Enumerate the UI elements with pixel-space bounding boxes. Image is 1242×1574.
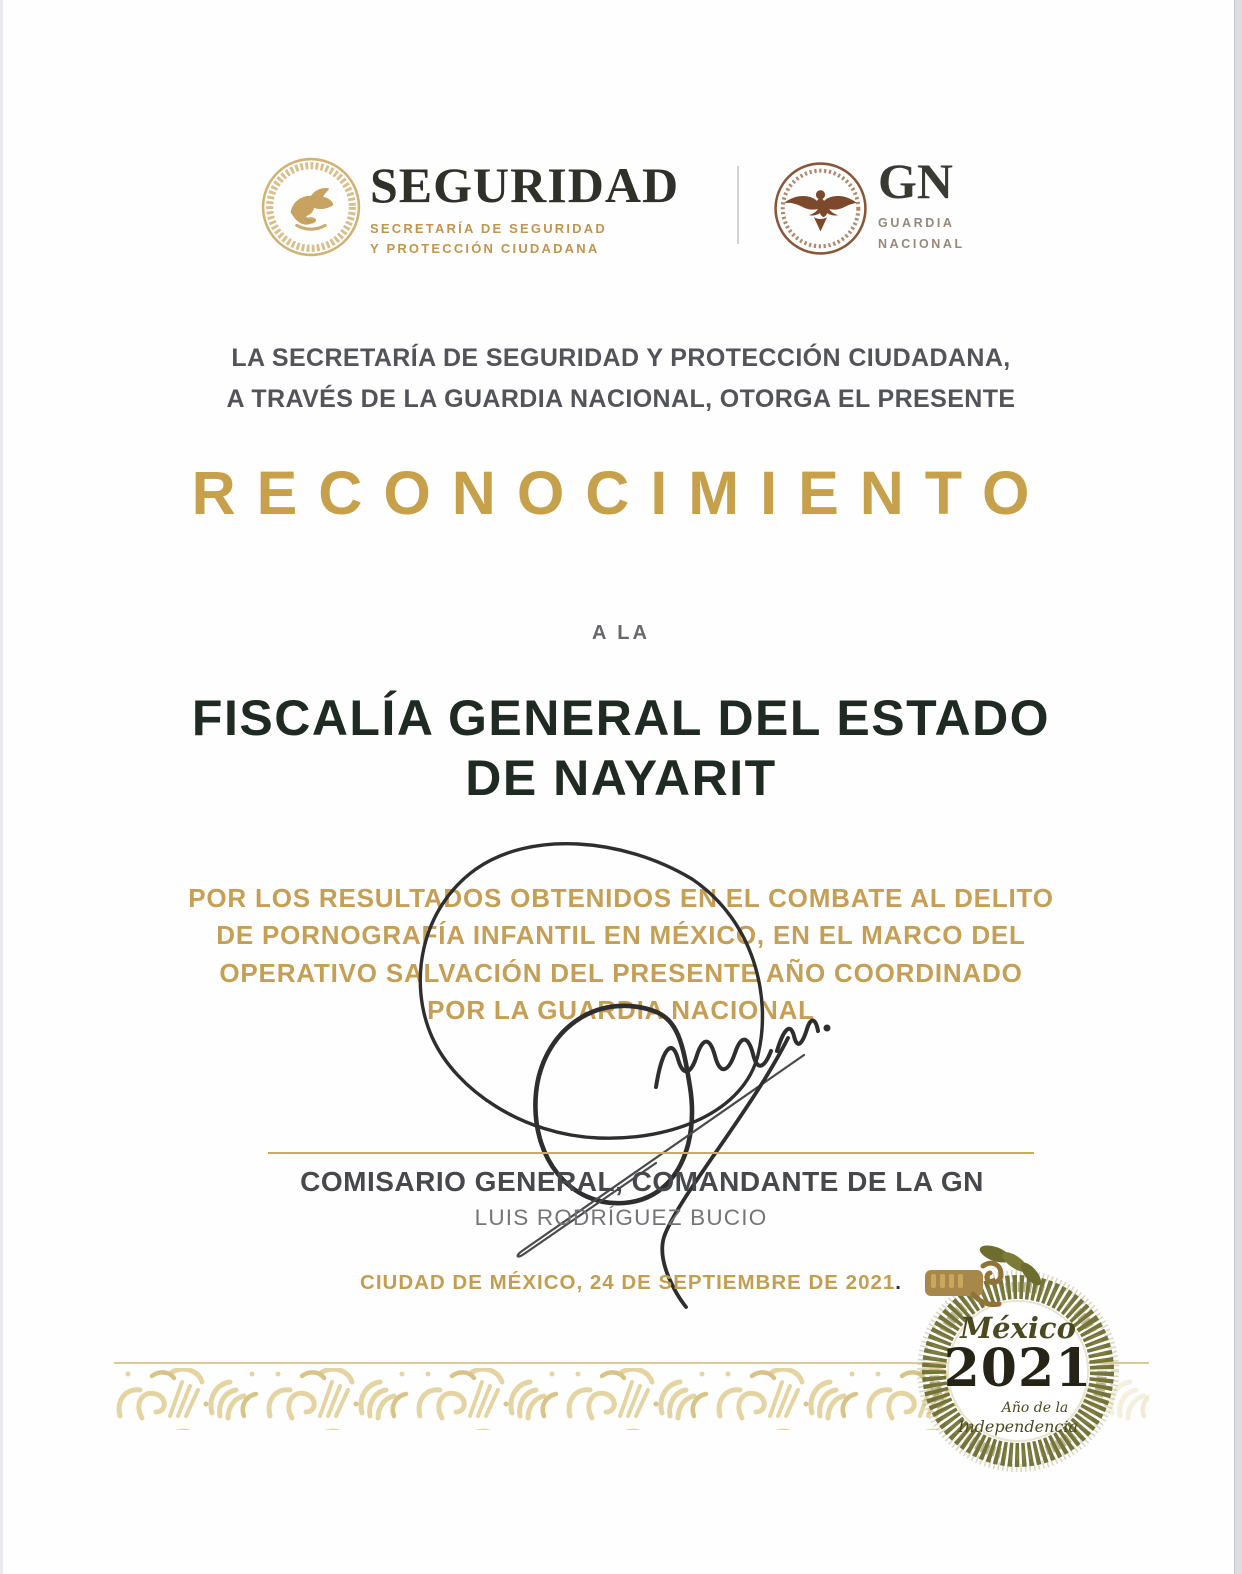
recipient-line-1: FISCALÍA GENERAL DEL ESTADO bbox=[191, 690, 1051, 746]
guardia-nacional-eagle-seal-icon bbox=[772, 160, 869, 257]
badge-country: México bbox=[960, 1311, 1076, 1345]
badge-tagline-line1: Año de la bbox=[1001, 1400, 1069, 1416]
signer-name: LUIS RODRÍGUEZ BUCIO bbox=[474, 1205, 768, 1230]
seguridad-subtitle bbox=[370, 219, 679, 259]
header-divider bbox=[737, 166, 739, 244]
intro-line-2: A TRAVÉS DE LA GUARDIA NACIONAL, OTORGA EL PRESENTE bbox=[226, 384, 1016, 413]
reason-line-2: DE PORNOGRAFÍA INFANTIL EN MÉXICO, EN EL MARCO DEL bbox=[216, 920, 1026, 951]
intro-text bbox=[0, 338, 1242, 419]
gn-logo bbox=[878, 153, 965, 256]
signer-title: COMISARIO GENERAL, COMANDANTE DE LA GN bbox=[300, 1166, 984, 1197]
intro-line-1: LA SECRETARÍA DE SEGURIDAD Y PROTECCIÓN CIUDADANA, bbox=[231, 344, 1011, 372]
handwritten-signature bbox=[340, 835, 860, 1335]
award-title: RECONOCIMIENTO bbox=[191, 459, 1051, 527]
seguridad-eagle-seal-icon bbox=[260, 156, 362, 258]
seguridad-subtitle-line1: SECRETARÍA DE SEGURIDAD bbox=[370, 221, 607, 236]
recipient-name bbox=[0, 688, 1242, 808]
badge-tagline-line2: Independencia bbox=[958, 1417, 1078, 1436]
signature-rule-line bbox=[268, 1152, 1034, 1154]
reason-line-4: POR LA GUARDIA NACIONAL bbox=[427, 995, 815, 1026]
date-period: . bbox=[895, 1271, 902, 1294]
reason-line-3: OPERATIVO SALVACIÓN DEL PRESENTE AÑO COORDINADO bbox=[219, 957, 1023, 988]
badge-year: 2021 bbox=[943, 1338, 1093, 1399]
seguridad-wordmark: SEGURIDAD bbox=[370, 157, 680, 213]
mexico-2021-quetzalcoatl-badge bbox=[903, 1236, 1133, 1486]
date-text: CIUDAD DE MÉXICO, 24 DE SEPTIEMBRE DE 2021 bbox=[360, 1271, 896, 1294]
seguridad-logo bbox=[370, 157, 680, 259]
reason-line-1: POR LOS RESULTADOS OBTENIDOS EN EL COMBATE AL DELITO bbox=[188, 883, 1054, 913]
seguridad-subtitle-line2: Y PROTECCIÓN CIUDADANA bbox=[370, 241, 600, 257]
gn-subtitle bbox=[878, 213, 965, 256]
recipient-prefix: A LA bbox=[592, 622, 650, 644]
gn-subtitle-line1: GUARDIA bbox=[878, 216, 955, 230]
gn-subtitle-line2: NACIONAL bbox=[878, 237, 965, 252]
scan-right-edge bbox=[1234, 0, 1242, 1574]
recipient-line-2: DE NAYARIT bbox=[465, 750, 777, 806]
gn-wordmark: GN bbox=[878, 153, 953, 209]
